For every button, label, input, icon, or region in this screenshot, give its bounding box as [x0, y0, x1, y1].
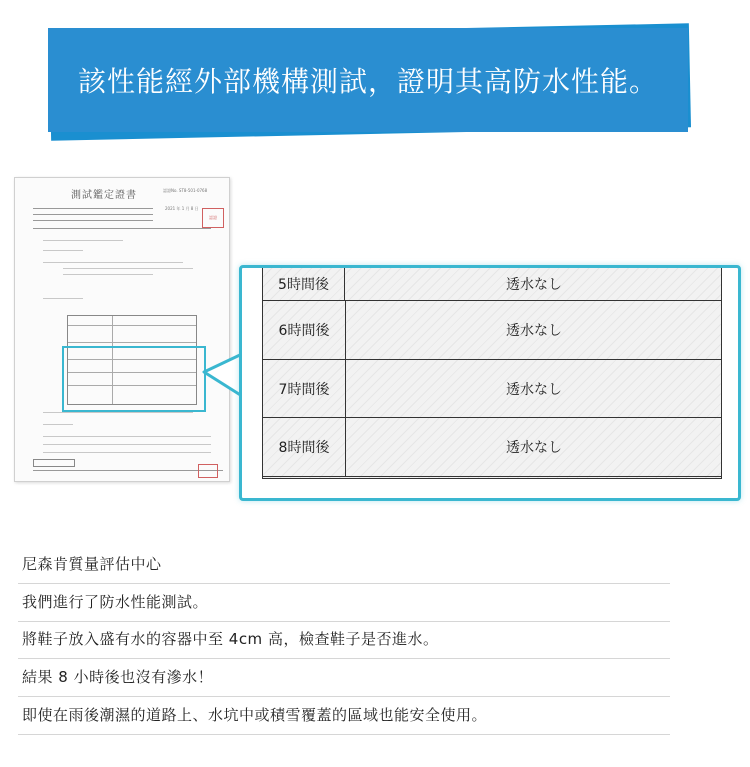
table-row — [263, 418, 721, 477]
certificate-doc-no: 認證No. ST8-501-0768 — [163, 188, 208, 193]
banner — [48, 28, 688, 132]
cert-line — [43, 444, 211, 445]
callout-pointer — [198, 352, 244, 412]
time-cell: 8時間後 — [263, 418, 346, 476]
cert-line — [43, 250, 83, 251]
certificate-image — [14, 177, 230, 482]
cert-line — [63, 268, 193, 269]
certificate-date: 2021 年 1 月 8 日 — [165, 206, 199, 211]
cert-line — [43, 262, 183, 263]
result-cell: 透水なし — [506, 381, 562, 398]
table-row — [263, 301, 721, 360]
table-row — [263, 360, 721, 418]
cert-line — [33, 470, 223, 471]
certificate-stamp — [198, 464, 218, 478]
cert-line — [43, 424, 73, 425]
text-line-center-name: 尼森肯質量評估中心 — [18, 546, 670, 584]
banner-title: 該性能經外部機構測試，證明其高防水性能。 — [77, 65, 658, 98]
certificate-footer-box — [33, 459, 75, 467]
time-cell: 6時間後 — [263, 301, 346, 359]
text-line-result: 結果 8 小時後也沒有滲水！ — [18, 659, 670, 697]
cert-line — [33, 228, 211, 229]
cert-line — [43, 412, 193, 413]
time-cell: 7時間後 — [263, 360, 346, 417]
cert-line — [63, 274, 153, 275]
zoom-panel — [239, 265, 741, 501]
text-line-usage: 即使在雨後潮濕的道路上、水坑中或積雪覆蓋的區域也能安全使用。 — [18, 697, 670, 735]
time-cell: 5時間後 — [263, 265, 345, 300]
cert-line — [43, 452, 211, 453]
cert-line — [33, 220, 153, 221]
cert-line — [43, 298, 83, 299]
cert-line — [43, 240, 123, 241]
text-line-test-method: 將鞋子放入盛有水的容器中至 4cm 高，檢查鞋子是否進水。 — [18, 621, 670, 659]
zoom-table — [262, 268, 722, 479]
cert-line — [43, 436, 211, 437]
result-cell: 透水なし — [506, 277, 562, 293]
cert-line — [33, 208, 153, 209]
result-cell: 透水なし — [506, 323, 562, 339]
cert-line — [33, 214, 153, 215]
certificate-highlight-box — [62, 346, 206, 412]
result-cell: 透水なし — [506, 440, 562, 456]
certificate-title: 測試鑑定證書 — [71, 190, 137, 201]
text-line-test-done: 我們進行了防水性能測試。 — [18, 584, 670, 622]
table-row — [263, 265, 721, 301]
certificate-seal: 認證 — [202, 208, 224, 228]
